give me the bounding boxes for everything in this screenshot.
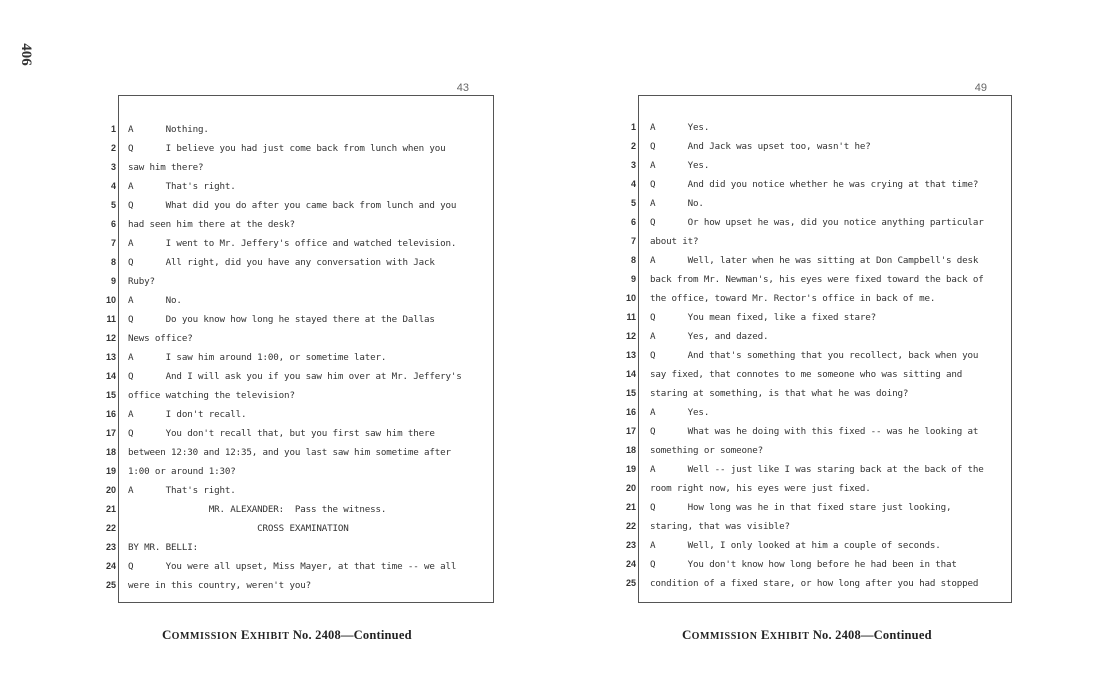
line-number: 8 <box>110 257 116 267</box>
line-number: 18 <box>625 445 636 455</box>
line-number: 8 <box>630 255 636 265</box>
side-page-number: 406 <box>17 43 34 66</box>
line-number: 7 <box>630 236 636 246</box>
transcript-line: Q And did you notice whether he was crying at that time? <box>650 179 979 190</box>
transcript-line: Ruby? <box>128 276 155 287</box>
line-number: 20 <box>105 485 116 495</box>
line-number: 16 <box>105 409 116 419</box>
line-number: 7 <box>110 238 116 248</box>
transcript-line: A That's right. <box>128 485 236 496</box>
line-number: 15 <box>105 390 116 400</box>
transcript-line: CROSS EXAMINATION <box>128 523 349 534</box>
line-number: 10 <box>105 295 116 305</box>
exhibit-caption-right: COMMISSION EXHIBIT No. 2408—Continued <box>682 627 932 642</box>
transcript-line: office watching the television? <box>128 390 295 401</box>
line-number: 3 <box>110 162 116 172</box>
transcript-line: Q And I will ask you if you saw him over at Mr. Jeffery's <box>128 371 462 382</box>
transcript-line: about it? <box>650 236 699 247</box>
transcript-line: condition of a fixed stare, or how long after you had stopped <box>650 578 979 589</box>
exhibit-caption-left: COMMISSION EXHIBIT No. 2408—Continued <box>162 627 412 642</box>
line-number: 19 <box>625 464 636 474</box>
transcript-line: staring at something, is that what he was doing? <box>650 388 909 399</box>
page-number-left: 43 <box>456 82 469 94</box>
transcript-line: Q Do you know how long he stayed there at the Dallas <box>128 314 435 325</box>
transcript-line: Q How long was he in that fixed stare just looking, <box>650 502 952 513</box>
transcript-line: Q You were all upset, Miss Mayer, at that time -- we all <box>128 561 457 572</box>
line-number: 14 <box>625 369 636 379</box>
line-number: 2 <box>630 141 636 151</box>
transcript-line: the office, toward Mr. Rector's office in back of me. <box>650 293 936 304</box>
line-number: 9 <box>630 274 636 284</box>
transcript-line: Q And that's something that you recollect, back when you <box>650 350 979 361</box>
transcript-line: A Yes, and dazed. <box>650 331 769 342</box>
transcript-line: A Nothing. <box>128 124 209 135</box>
transcript-line: A I saw him around 1:00, or sometime later. <box>128 352 387 363</box>
line-number: 17 <box>105 428 116 438</box>
transcript-line: Q What did you do after you came back from lunch and you <box>128 200 457 211</box>
line-number: 5 <box>110 200 116 210</box>
line-number: 17 <box>625 426 636 436</box>
transcript-line: say fixed, that connotes to me someone who was sitting and <box>650 369 963 380</box>
line-number: 13 <box>105 352 116 362</box>
transcript-line: room right now, his eyes were just fixed. <box>650 483 871 494</box>
transcript-line: Q I believe you had just come back from lunch when you <box>128 143 446 154</box>
transcript-line: staring, that was visible? <box>650 521 790 532</box>
transcript-line: MR. ALEXANDER: Pass the witness. <box>128 504 387 515</box>
line-number: 16 <box>625 407 636 417</box>
line-number: 6 <box>110 219 116 229</box>
transcript-line: something or someone? <box>650 445 764 456</box>
transcript-line: were in this country, weren't you? <box>128 580 311 591</box>
page-number-right: 49 <box>974 82 987 94</box>
line-number: 24 <box>625 559 636 569</box>
transcript-line: Q And Jack was upset too, wasn't he? <box>650 141 871 152</box>
line-number: 12 <box>625 331 636 341</box>
line-number: 14 <box>105 371 116 381</box>
transcript-line: Q What was he doing with this fixed -- was he looking at <box>650 426 979 437</box>
line-number: 25 <box>625 578 636 588</box>
line-number: 4 <box>110 181 116 191</box>
line-number: 5 <box>630 198 636 208</box>
transcript-line: Q All right, did you have any conversation with Jack <box>128 257 435 268</box>
line-number: 21 <box>105 504 116 514</box>
line-number: 11 <box>626 312 636 322</box>
line-number: 12 <box>105 333 116 343</box>
line-number: 22 <box>105 523 116 533</box>
line-number: 22 <box>625 521 636 531</box>
line-number: 9 <box>110 276 116 286</box>
line-number: 3 <box>630 160 636 170</box>
transcript-line: A Yes. <box>650 122 710 133</box>
transcript-line: Q You don't recall that, but you first saw him there <box>128 428 435 439</box>
transcript-line: 1:00 or around 1:30? <box>128 466 236 477</box>
line-number: 18 <box>105 447 116 457</box>
line-number: 23 <box>105 542 116 552</box>
line-number: 1 <box>110 124 116 134</box>
line-number: 1 <box>630 122 636 132</box>
line-number: 15 <box>625 388 636 398</box>
transcript-line: A I went to Mr. Jeffery's office and watched television. <box>128 238 457 249</box>
transcript-line: A Well, later when he was sitting at Don Campbell's desk <box>650 255 979 266</box>
transcript-line: saw him there? <box>128 162 204 173</box>
transcript-line: Q Or how upset he was, did you notice anything particular <box>650 217 984 228</box>
transcript-line: A Well -- just like I was staring back at the back of the <box>650 464 984 475</box>
line-number: 2 <box>110 143 116 153</box>
line-number: 21 <box>625 502 636 512</box>
transcript-line: A Yes. <box>650 160 710 171</box>
line-number: 13 <box>625 350 636 360</box>
transcript-line: A No. <box>128 295 182 306</box>
line-number: 11 <box>106 314 116 324</box>
line-number: 6 <box>630 217 636 227</box>
transcript-line: A Well, I only looked at him a couple of seconds. <box>650 540 941 551</box>
transcript-line: back from Mr. Newman's, his eyes were fixed toward the back of <box>650 274 984 285</box>
transcript-line: Q You don't know how long before he had been in that <box>650 559 957 570</box>
transcript-line: had seen him there at the desk? <box>128 219 295 230</box>
line-number: 24 <box>105 561 116 571</box>
transcript-line: Q You mean fixed, like a fixed stare? <box>650 312 877 323</box>
line-number: 10 <box>625 293 636 303</box>
transcript-line: A That's right. <box>128 181 236 192</box>
line-number: 19 <box>105 466 116 476</box>
line-number: 25 <box>105 580 116 590</box>
transcript-line: BY MR. BELLI: <box>128 542 198 553</box>
line-number: 20 <box>625 483 636 493</box>
line-number: 23 <box>625 540 636 550</box>
transcript-line: A I don't recall. <box>128 409 247 420</box>
transcript-line: A No. <box>650 198 704 209</box>
line-number: 4 <box>630 179 636 189</box>
transcript-line: between 12:30 and 12:35, and you last saw him sometime after <box>128 447 451 458</box>
transcript-line: A Yes. <box>650 407 710 418</box>
transcript-line: News office? <box>128 333 193 344</box>
